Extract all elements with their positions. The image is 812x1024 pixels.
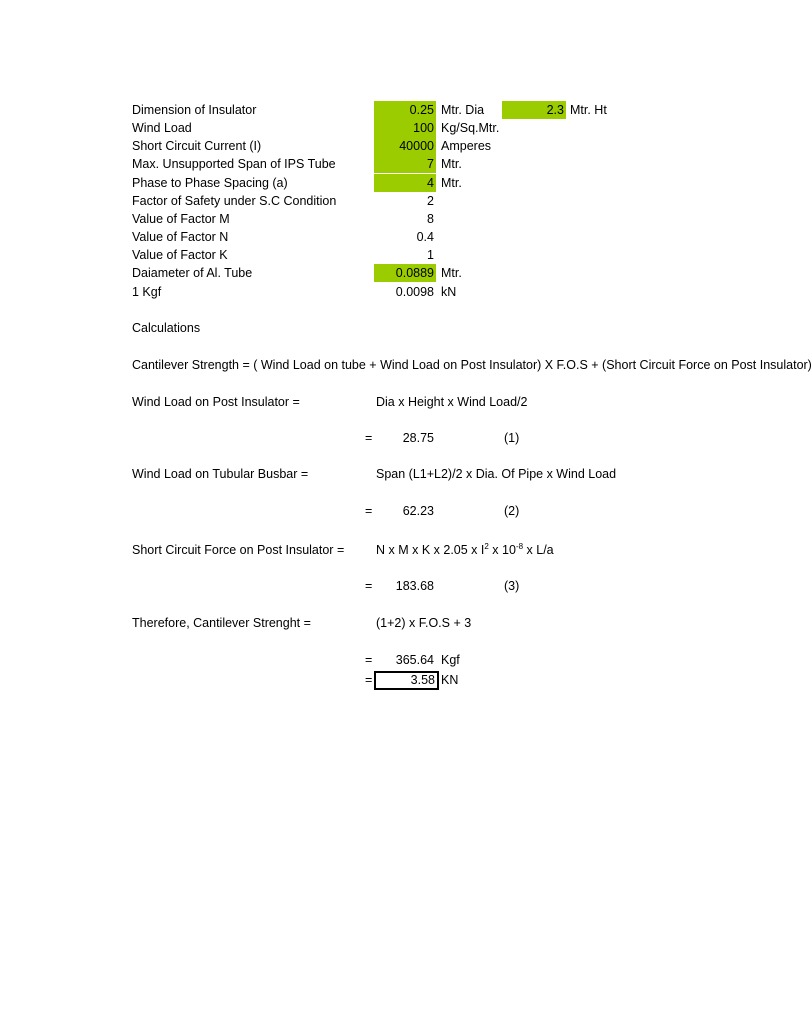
input-value-cell[interactable]: 8 [427,212,434,226]
input-value-cell[interactable]: 1 [427,248,434,262]
input-value-cell[interactable]: 2 [427,194,434,208]
input-unit: Amperes [441,139,492,153]
input-label: Value of Factor M [132,212,230,226]
equation-number: (2) [504,504,520,518]
cantilever-kn-result[interactable]: 3.58 [374,671,439,690]
input-value-cell[interactable]: 0.0889 [374,264,436,282]
input-label: Max. Unsupported Span of IPS Tube [132,157,336,171]
equals-sign: = [365,431,373,445]
input-value-cell[interactable]: 0.0098 [395,285,434,299]
tubular-busbar-formula: Span (L1+L2)/2 x Dia. Of Pipe x Wind Load [376,467,617,481]
input-label: Phase to Phase Spacing (a) [132,176,288,190]
equals-sign: = [365,504,373,518]
short-circuit-label: Short Circuit Force on Post Insulator = [132,543,345,557]
input-unit: Kg/Sq.Mtr. [441,121,500,135]
post-insulator-result[interactable]: 28.75 [402,431,434,445]
equals-sign: = [365,673,373,687]
post-insulator-formula: Dia x Height x Wind Load/2 [376,395,528,409]
tubular-busbar-label: Wind Load on Tubular Busbar = [132,467,309,481]
input-label: Wind Load [132,121,192,135]
input-label: Factor of Safety under S.C Condition [132,194,337,208]
equals-sign: = [365,579,373,593]
equation-number: (1) [504,431,520,445]
input-unit: Mtr. Dia [441,103,485,117]
kgf-unit: Kgf [441,653,460,667]
tubular-busbar-result[interactable]: 62.23 [402,504,434,518]
input-value-cell[interactable]: 0.4 [416,230,434,244]
calculations-heading: Calculations [132,321,201,335]
input-label: Daiameter of Al. Tube [132,266,253,280]
short-circuit-result[interactable]: 183.68 [395,579,434,593]
input-value-cell[interactable]: 4 [374,174,436,192]
equals-sign: = [365,653,373,667]
input-value-cell[interactable]: 0.25 [374,101,436,119]
input-label: Short Circuit Current (I) [132,139,262,153]
insulator-height-unit: Mtr. Ht [570,103,607,117]
input-unit: kN [441,285,457,299]
kn-unit: KN [441,673,459,687]
equation-number: (3) [504,579,520,593]
cantilever-kgf-result[interactable]: 365.64 [395,653,434,667]
short-circuit-formula: N x M x K x 2.05 x $I^2$ x $10^{-8}$ x L/a [376,541,554,557]
input-label: 1 Kgf [132,285,162,299]
input-value-cell[interactable]: 7 [374,155,436,173]
input-value-cell[interactable]: 40000 [374,137,436,155]
input-label: Value of Factor N [132,230,229,244]
input-unit: Mtr. [441,176,462,190]
cantilever-formula: Cantilever Strength = ( Wind Load on tube + Wind Load on Post Insulator) X F.O.S + (Short Circuit Force on Post Insulator) [132,358,812,372]
input-label: Dimension of Insulator [132,103,257,117]
therefore-formula: (1+2) x F.O.S + 3 [376,616,472,630]
input-unit: Mtr. [441,266,462,280]
insulator-height-cell[interactable]: 2.3 [502,101,566,119]
input-label: Value of Factor K [132,248,228,262]
therefore-label: Therefore, Cantilever Strenght = [132,616,311,630]
input-unit: Mtr. [441,157,462,171]
post-insulator-label: Wind Load on Post Insulator = [132,395,300,409]
input-value-cell[interactable]: 100 [374,119,436,137]
